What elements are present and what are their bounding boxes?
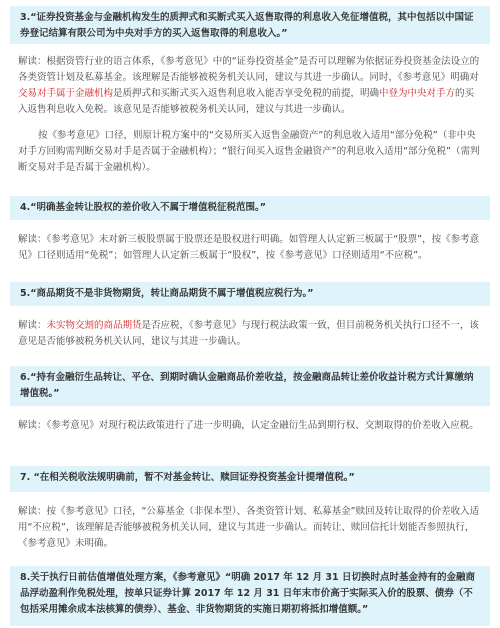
section-3-explanation-2 [14,128,486,176]
section-4-explanation: 解读：《参考意见》未对新三板股票属于股票还是股权进行明确。如管理人认定新三板属于“股票”，按《参考意见》口径则适用“免税”；如管理人认定新三板属于“股权”，按《参考意见》口径则适用“不应税”。 [18,234,480,261]
section-3-explanation [14,54,486,118]
section-8-quote: 8.关于执行日前估值增值处理方案，《参考意见》“明确 2017 年 12 月 31 日切换时点时基金持有的金融商品浮动盈利作免税处理，按单只证券计算 2017 年 12 月 31 日年末市价高于实际买入价的股票、债券（不包括采用摊余成本法核算的债券）、基金、非货物期货的实施日期初将抵扣增值额。” [10,566,490,626]
text-run: 解读：根据资管行业的语言体系，《参考意见》中的“证券投资基金”是否可以理解为依据证券投资基金法设立的各类资管计划及私募基金。该理解是否能够被税务机关认同，建议与其进一步确认。同时，《参考意见》明确对 [18,56,480,83]
section-5-explanation [14,318,486,350]
text-run: 按《参考意见》口径，则原计税方案中的“交易所买入返售金融资产”的利息收入适用“部分免税”（非中央对手方回购需判断交易对手是否属于金融机构）；“银行间买入返售金融资产”的利息收入适用“部分免税”（需判断交易对手是否属于金融机构）。 [18,130,480,173]
highlight-text: 未实物交割的商品期货 [46,320,142,331]
section-6-explanation: 解读：《参考意见》对现行税法政策进行了进一步明确，认定金融衍生品到期行权、交割取得的价差收入应税。 [18,420,479,431]
text-run: 解读： [18,320,47,331]
section-6-quote: 6.“持有金融衍生品转让、平仓、到期时确认金融商品价差收益，按金融商品转让差价收益计税方式计算缴纳增值税。” [10,366,490,406]
section-5-quote: 5.“商品期货不是非货物期货，转让商品期货不属于增值税应税行为。” [10,282,490,306]
section-7-quote: 7. “在相关税收法规明确前，暂不对基金转让、赎回证券投资基金计提增值税。” [10,466,490,492]
highlight-text: 中登为中央对手方 [379,88,456,99]
text-run: 的买入返售利息收入免税。该意见是否能够被税务机关认同，建议与其进一步确认。 [18,88,475,115]
section-4-quote: 4.“明确基金转让股权的差价收入不属于增值税征税范围。” [10,196,490,220]
section-7-explanation: 解读：按《参考意见》口径，“公募基金（非保本型）、各类资管计划、私募基金”赎回及转让取得的价差收入适用“不应税”，该理解是否能够被税务机关认同，建议与其进一步确认。而转让、赎回信托计划能否参照执行，《参考意见》未明确。 [18,506,480,549]
text-run: 是质押式和买断式买入返售利息收入能否享受免税的前提，明确 [113,88,380,99]
section-3-quote: 3.“证券投资基金与金融机构发生的质押式和买断式买入返售取得的利息收入免征增值税，其中包括以中国证券登记结算有限公司为中央对手方的买入返售取得的利息收入。” [10,6,490,44]
highlight-text: 交易对手属于金融机构 [18,88,114,99]
text-run: 是否应税，《参考意见》与现行税法政策一致，但目前税务机关执行口径不一，该意见是否能够被税务机关认同，建议与其进一步确认。 [18,320,479,347]
